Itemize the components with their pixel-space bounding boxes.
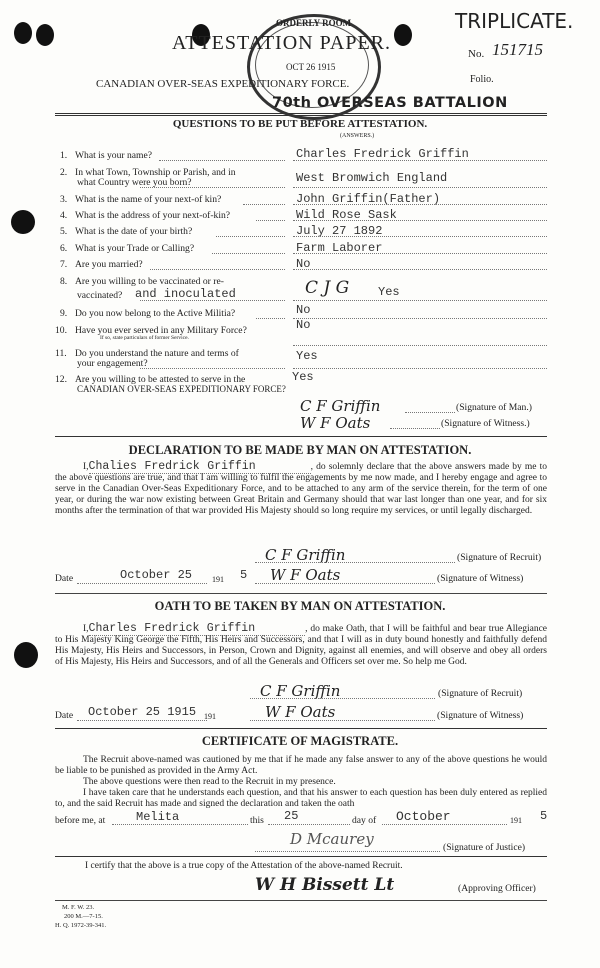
witness-signature-label: (Signature of Witness.) (441, 418, 530, 429)
dotted-line (255, 583, 435, 584)
punch-hole (14, 22, 32, 44)
declaration-date: October 25 (120, 568, 193, 582)
question-text: Do you now belong to the Active Militia? (75, 308, 236, 319)
punch-hole (14, 642, 38, 668)
question-text: What is the date of your birth? (75, 226, 193, 237)
declaration-heading: DECLARATION TO BE MADE BY MAN ON ATTESTATION. (128, 443, 472, 457)
oath-year-prefix: 191 (204, 712, 216, 721)
dotted-line (255, 851, 440, 852)
question-number: 1. (60, 150, 68, 161)
magistrate-heading: CERTIFICATE OF MAGISTRATE. (201, 734, 399, 748)
answer-value: Yes (292, 370, 314, 384)
dotted-leader (140, 368, 285, 369)
question-number: 7. (60, 259, 68, 270)
question-text: What is your name? (75, 150, 152, 161)
question-text: Do you understand the nature and terms of (75, 348, 239, 359)
dotted-line (390, 428, 440, 429)
punch-hole (11, 210, 35, 234)
question-number: 10. (55, 325, 67, 336)
answer-line (293, 300, 547, 301)
man-signature: C F Griffin (300, 397, 381, 415)
answer-value: Farm Laborer (296, 241, 383, 255)
oath-witness-signature: W F Oats (265, 703, 336, 721)
oath-date-label: Date (55, 710, 74, 721)
day-of-label: day of (352, 815, 377, 826)
this-label: this (250, 815, 264, 826)
answer-line (293, 269, 547, 270)
oath-recruit-signature: C F Griffin (260, 682, 341, 700)
dotted-line (77, 583, 207, 584)
declaration-recruit-signature: C F Griffin (265, 546, 346, 564)
question-number: 6. (60, 243, 68, 254)
question-text: What is the name of your next-of kin? (75, 194, 222, 205)
approving-officer-label: (Approving Officer) (458, 883, 536, 894)
magistrate-p1: The Recruit above-named was cautioned by me that if he made any false answer to any of the above questions he would be liable to be punished as provided in the Army Act. (55, 755, 547, 776)
dotted-leader (212, 253, 285, 254)
force-name: CANADIAN OVER-SEAS EXPEDITIONARY FORCE. (96, 78, 350, 90)
magistrate-p2: The above questions were then read to the Recruit in my presence. (83, 777, 336, 787)
question-number: 2. (60, 167, 68, 178)
question-text: CANADIAN OVER-SEAS EXPEDITIONARY FORCE? (77, 384, 286, 394)
question-text: Are you married? (75, 259, 143, 270)
section-rule (55, 436, 547, 437)
question-number: 5. (60, 226, 68, 237)
approving-officer-signature: W H Bissett Lt (255, 875, 395, 895)
dotted-line (112, 824, 248, 825)
answer-line (293, 204, 547, 205)
stamp-text: ORDERLY ROOM (276, 18, 352, 28)
punch-hole (394, 24, 412, 46)
magistrate-day: 25 (284, 809, 299, 823)
magistrate-month: October (396, 809, 451, 824)
question-number: 3. (60, 194, 68, 205)
justice-label: (Signature of Justice) (443, 842, 526, 853)
punch-hole (36, 24, 54, 46)
folio-label: Folio. (470, 74, 494, 85)
question-text: vaccinated? (77, 290, 123, 301)
copy-type: TRIPLICATE. (455, 9, 574, 33)
dotted-line (405, 412, 455, 413)
answer-value: July 27 1892 (296, 224, 383, 238)
answer-line (293, 318, 547, 319)
declaration-year-suffix: 5 (240, 568, 248, 582)
section-rule (55, 856, 547, 857)
question-text: If so, state particulars of former Service. (100, 335, 189, 341)
answer-value: John Griffin(Father) (296, 192, 441, 206)
magistrate-p3: I have taken care that he understands each question, and that his answer to each question has been duly entered as replied to, and the said Recruit has made and signed the declaration and taken the oath (55, 788, 547, 809)
attestation-number: 151715 (492, 40, 543, 59)
section-rule (55, 728, 547, 729)
dotted-line (250, 720, 435, 721)
answer-line (293, 160, 547, 161)
question-text: In what Town, Township or Parish, and in (75, 167, 236, 178)
answer-line (293, 345, 547, 346)
question-addition: and inoculated (135, 287, 236, 301)
question-number: 12. (55, 374, 67, 385)
magistrate-place: Melita (136, 810, 180, 824)
number-label: No. (468, 48, 485, 60)
declaration-text: I,Chalies Fredrick Griffin , do solemnly declare that the above answers made by me to the above questions are true, and that I am willing to fulfil the engagements by me now made, and I hereby engage and agree to serve in the Canadian Over-Seas Expeditionary Force, and to be attached to any arm of the service therein, for the term of one year, or during the war now existing between Great Britain and Germany should that war last longer than one year, and for six months after the termination of that war provided His Majesty should so long require my services, or until legally discharged. (55, 460, 547, 516)
question-number: 8. (60, 276, 68, 287)
before-me-label: before me, at (55, 815, 106, 826)
question-text: Are you willing to be vaccinated or re- (75, 276, 224, 287)
oath-text: I,Charles Fredrick Griffin , do make Oath, that I will be faithful and bear true Allegiance to His Majesty King George the Fifth, His Heirs and Successors, and that I will as in duty bound honestly and faithfully defend His Majesty, His Heirs and Successors, in Person, Crown and Dignity, against all enemies, and will observe and obey all orders of His Majesty, His Heirs and Successors, and of all the Generals and Officers set over me. So help me God. (55, 622, 547, 667)
justice-signature: D Mcaurey (290, 830, 374, 848)
man-signature-label: (Signature of Man.) (456, 402, 532, 413)
answer-line (293, 253, 547, 254)
stamp-date: OCT 26 1915 (286, 62, 336, 72)
question-text: your engagement? (77, 358, 148, 369)
declaration-witness-label: (Signature of Witness) (437, 573, 524, 584)
oath-date: October 25 1915 (88, 705, 197, 719)
form-code-1: M. F. W. 23. (62, 904, 95, 911)
dotted-line (250, 698, 435, 699)
oath-recruit-label: (Signature of Recruit) (438, 688, 523, 699)
question-text: What is the address of your next-of-kin? (75, 210, 231, 221)
oath-name: Charles Fredrick Griffin (89, 622, 306, 636)
answer-line (293, 368, 547, 369)
dotted-leader (150, 269, 285, 270)
declaration-name: Chalies Fredrick Griffin (89, 460, 311, 474)
answer-line (293, 220, 547, 221)
dotted-leader (243, 204, 285, 205)
answer-value: Yes (296, 349, 318, 363)
dotted-leader (159, 160, 285, 161)
dotted-leader (256, 318, 285, 319)
dotted-leader (140, 187, 285, 188)
form-code-2: 200 M.—7-15. (64, 913, 103, 920)
battalion-stamp: 70th OVERSEAS BATTALION (272, 95, 508, 111)
dotted-line (268, 824, 350, 825)
question-text: Are you willing to be attested to serve in the (75, 374, 246, 385)
oath-heading: OATH TO BE TAKEN BY MAN ON ATTESTATION. (154, 599, 446, 613)
question-number: 4. (60, 210, 68, 221)
dotted-line (382, 824, 507, 825)
answer-value: Yes (378, 285, 400, 299)
dotted-line (255, 562, 455, 563)
section-rule (55, 593, 547, 594)
certify-text: I certify that the above is a true copy of the Attestation of the above-named Recruit. (85, 861, 403, 871)
dotted-leader (256, 220, 285, 221)
question-text: what Country were you born? (77, 177, 192, 188)
answer-value: West Bromwich England (296, 171, 448, 185)
declaration-recruit-label: (Signature of Recruit) (457, 552, 542, 563)
dotted-line (77, 720, 207, 721)
answers-label: (ANSWERS.) (340, 133, 375, 139)
dotted-leader (216, 236, 285, 237)
questions-heading: QUESTIONS TO BE PUT BEFORE ATTESTATION. (172, 118, 428, 130)
header-rule (55, 113, 547, 116)
declaration-year-prefix: 191 (212, 575, 224, 584)
oath-witness-label: (Signature of Witness) (437, 710, 524, 721)
answer-value: No (296, 318, 311, 332)
answer-value: Wild Rose Sask (296, 208, 397, 222)
document-title: ATTESTATION PAPER. (172, 32, 392, 54)
witness-signature: W F Oats (300, 414, 371, 432)
question-number: 9. (60, 308, 68, 319)
question-text: What is your Trade or Calling? (75, 243, 195, 254)
question-number: 11. (55, 348, 67, 359)
form-code-3: H. Q. 1972-39-341. (55, 922, 107, 929)
answer-value: Charles Fredrick Griffin (296, 147, 469, 161)
section-rule (55, 900, 547, 901)
answer-line (293, 187, 547, 188)
initials: C J G (305, 278, 350, 298)
magistrate-year-prefix: 191 (510, 816, 522, 825)
answer-value: No (296, 257, 311, 271)
answer-value: No (296, 303, 311, 317)
question-text: Have you ever served in any Military Force? (75, 325, 247, 336)
answer-line (293, 236, 547, 237)
magistrate-year-suffix: 5 (540, 809, 548, 823)
declaration-date-label: Date (55, 573, 74, 584)
declaration-witness-signature: W F Oats (270, 566, 341, 584)
